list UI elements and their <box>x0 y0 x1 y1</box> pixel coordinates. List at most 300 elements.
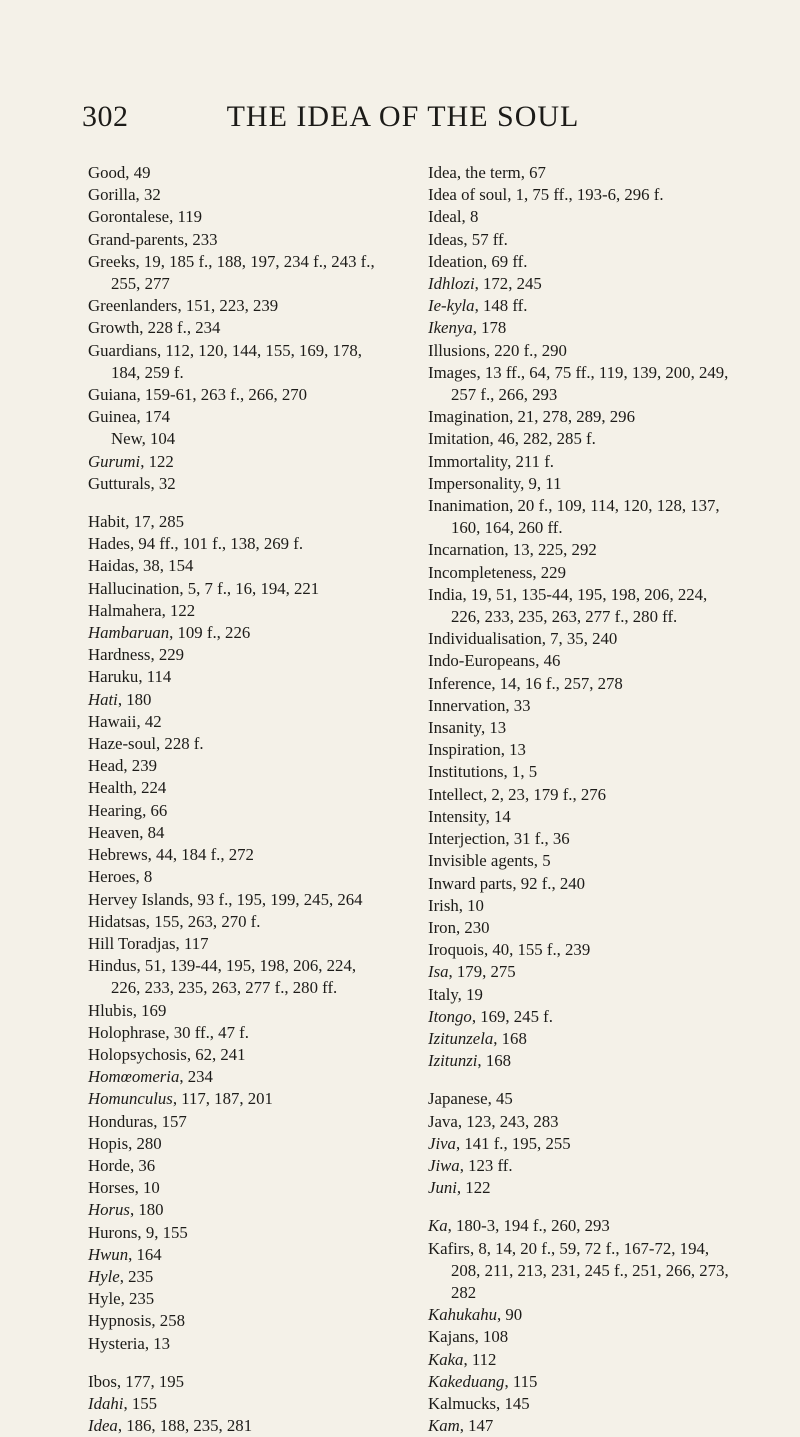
index-entry <box>88 755 388 777</box>
index-page-refs: , 229 <box>532 562 566 582</box>
index-term: Gorilla <box>88 185 136 205</box>
index-term: Immortality <box>428 451 508 471</box>
index-page-refs: , 114 <box>138 667 172 687</box>
index-term: Hati <box>88 689 118 709</box>
index-term: Jiwa <box>428 1155 460 1175</box>
index-page-refs: , 164 <box>128 1244 162 1264</box>
index-page-refs: , 180 <box>129 1200 164 1220</box>
index-page-refs: , 159-61, 263 f., 266, 270 <box>136 385 308 405</box>
index-entry <box>88 162 388 184</box>
index-term: Hlubis <box>88 1000 133 1020</box>
index-page-refs: , 21, 278, 289, 296 <box>509 407 635 427</box>
index-entry <box>428 251 738 273</box>
index-column-left <box>88 162 388 1437</box>
index-term: New <box>111 429 142 449</box>
index-entry <box>428 1111 738 1133</box>
index-term: Invisible agents <box>428 851 534 871</box>
index-entry <box>88 733 388 755</box>
index-entry <box>88 406 388 428</box>
index-entry <box>428 1371 738 1393</box>
index-entry <box>88 578 388 600</box>
index-page-refs: , 40, 155 f., 239 <box>483 940 591 960</box>
index-entry <box>88 622 388 644</box>
index-page-refs: , 44, 184 f., 272 <box>147 845 254 865</box>
index-entry <box>428 273 738 295</box>
index-term: Kafirs <box>428 1238 470 1258</box>
index-entry <box>88 473 388 495</box>
index-page-refs: , 168 <box>493 1028 527 1048</box>
index-term: Ka <box>428 1216 448 1236</box>
index-entry <box>88 822 388 844</box>
index-term: Guinea <box>88 407 137 427</box>
index-page-refs: , 9, 155 <box>137 1222 188 1242</box>
index-term: Java <box>428 1111 458 1131</box>
index-term: Jiva <box>428 1133 456 1153</box>
index-entry <box>428 650 738 672</box>
index-term: Inference <box>428 673 492 693</box>
index-page-refs: , 145 <box>496 1393 530 1413</box>
index-entry <box>428 584 738 628</box>
index-page-refs: , 19, 51, 135-44, 195, 198, 206, 224, 226, 233, 235, 263, 277 f., 280 ff. <box>451 584 708 627</box>
index-term: Good <box>88 163 126 182</box>
index-term: Greeks <box>88 251 136 271</box>
index-entry <box>88 1310 388 1332</box>
index-page-refs: , 10 <box>134 1178 160 1198</box>
index-entry <box>88 1393 388 1415</box>
index-page-refs: , 172, 245 <box>474 274 542 294</box>
index-page-refs: , 239 <box>123 756 157 776</box>
index-entry <box>88 1088 388 1110</box>
index-term: Habit <box>88 512 126 532</box>
index-page-refs: , 155 <box>123 1393 157 1413</box>
index-entry <box>88 844 388 866</box>
index-term: Gurumi <box>88 451 141 471</box>
index-page-refs: , 169 <box>132 1000 167 1020</box>
index-entry <box>428 539 738 561</box>
index-term: Ideation <box>428 251 483 271</box>
index-term: Izitunzi <box>428 1051 478 1071</box>
index-term: Head <box>88 756 124 776</box>
index-page-refs: , 117 <box>175 933 209 953</box>
index-term: Italy <box>428 984 458 1004</box>
index-entry <box>428 984 738 1006</box>
index-page-refs: , 7, 35, 240 <box>541 629 618 649</box>
index-term: Heaven <box>88 822 140 842</box>
page-header <box>82 100 724 142</box>
index-page-refs: , 69 ff. <box>482 251 528 271</box>
index-entry <box>428 1326 738 1348</box>
index-term: Images <box>428 362 477 382</box>
index-term: Itongo <box>428 1006 472 1026</box>
index-term: Interjection <box>428 829 506 849</box>
index-page-refs: , 66 <box>142 800 168 820</box>
index-entry <box>88 1155 388 1177</box>
index-term: Idea, the term <box>428 163 521 182</box>
index-page-refs: , 20 f., 109, 114, 120, 128, 137, 160, 164, 260 ff. <box>451 496 720 538</box>
index-term: Kahukahu <box>428 1305 497 1325</box>
index-entry <box>88 555 388 577</box>
index-page-refs: , 9, 11 <box>520 473 562 493</box>
index-page-refs: , 2, 23, 179 f., 276 <box>482 784 607 804</box>
index-page-refs: , 108 <box>474 1327 509 1347</box>
index-entry <box>428 628 738 650</box>
index-entry <box>428 1215 738 1237</box>
index-entry <box>88 1371 388 1393</box>
index-entry <box>428 1415 738 1437</box>
index-term: Grand-parents <box>88 229 184 249</box>
index-entry <box>428 695 738 717</box>
index-entry <box>428 1050 738 1072</box>
index-entry <box>428 473 738 495</box>
running-title: THE IDEA OF THE SOUL <box>226 100 580 133</box>
index-term: Ibos <box>88 1371 117 1391</box>
index-page-refs: , 122 <box>140 451 174 471</box>
index-entry <box>428 739 738 761</box>
index-page-refs: , 123 ff. <box>459 1155 513 1175</box>
index-term: Imitation <box>428 429 490 449</box>
index-entry <box>428 1028 738 1050</box>
index-entry <box>88 644 388 666</box>
index-page-refs: , 258 <box>151 1311 185 1331</box>
index-page-refs: , 178 <box>472 318 507 338</box>
index-entry <box>88 229 388 251</box>
index-entry <box>88 933 388 955</box>
index-page-refs: , 67 <box>520 163 546 182</box>
index-entry <box>428 362 738 406</box>
index-page-refs: , 1, 75 ff., 193-6, 296 f. <box>507 185 664 205</box>
index-entry <box>428 850 738 872</box>
index-entry <box>428 761 738 783</box>
index-entry <box>88 251 388 295</box>
index-page-refs: , 115 <box>504 1371 538 1391</box>
index-entry <box>88 866 388 888</box>
index-term: Haidas <box>88 556 135 576</box>
index-entry <box>428 1133 738 1155</box>
index-page-refs: , 186, 188, 235, 281 <box>117 1416 253 1436</box>
index-term: Haze-soul <box>88 734 157 754</box>
index-entry <box>428 806 738 828</box>
index-entry <box>428 406 738 428</box>
index-term: Inanimation <box>428 496 510 516</box>
index-column-right <box>428 162 738 1437</box>
index-term: Greenlanders <box>88 296 178 316</box>
index-term: Institutions <box>428 762 504 782</box>
index-term: Homunculus <box>88 1089 173 1109</box>
index-page-refs: , 117, 187, 201 <box>172 1089 273 1109</box>
index-entry <box>88 206 388 228</box>
index-page-refs: , 148 ff. <box>474 296 528 316</box>
index-page-refs: , 169, 245 f. <box>471 1006 553 1026</box>
index-page-refs: , 168 <box>477 1051 511 1071</box>
index-term: Kam <box>428 1416 460 1436</box>
index-page-refs: , 93 f., 195, 199, 245, 264 <box>189 889 363 909</box>
index-term: Honduras <box>88 1111 154 1131</box>
index-entry <box>88 384 388 406</box>
index-page-refs: , 230 <box>455 917 490 937</box>
index-entry <box>88 533 388 555</box>
index-term: Ie-kyla <box>428 296 475 316</box>
index-term: Hindus <box>88 956 137 976</box>
index-page-refs: , 8, 14, 20 f., 59, 72 f., 167-72, 194, 208, 211, 213, 231, 245 f., 251, 266, 273, 282 <box>451 1238 729 1302</box>
index-term: Hebrews <box>88 845 148 865</box>
index-page-refs: , 174 <box>136 407 171 427</box>
index-term: Hallucination <box>88 578 180 598</box>
index-page-refs: , 233 <box>183 229 218 249</box>
index-term: Heroes <box>88 867 136 887</box>
index-term: Kajans <box>428 1327 475 1347</box>
index-term: Hurons <box>88 1222 138 1242</box>
index-entry <box>428 295 738 317</box>
index-term: Kalmucks <box>428 1393 497 1413</box>
index-entry <box>88 955 388 999</box>
index-entry <box>88 689 388 711</box>
index-page-refs: , 51, 139-44, 195, 198, 206, 224, 226, 233, 235, 263, 277 f., 280 ff. <box>111 956 357 998</box>
index-page-refs: , 155, 263, 270 f. <box>145 911 261 931</box>
index-entry <box>88 317 388 339</box>
index-page-refs: , 32 <box>150 473 176 493</box>
index-entry <box>428 184 738 206</box>
index-entry <box>88 1022 388 1044</box>
index-entry <box>428 873 738 895</box>
index-page-refs: , 123, 243, 283 <box>457 1111 559 1131</box>
index-entry <box>428 1006 738 1028</box>
index-term: Kakeduang <box>428 1371 505 1391</box>
index-page-refs: , 13, 225, 292 <box>504 540 597 560</box>
index-page-refs: , 5 <box>533 851 551 871</box>
index-page-refs: , 46, 282, 285 f. <box>489 429 596 449</box>
index-page-refs: , 13 <box>144 1333 171 1353</box>
index-term: Idea of soul <box>428 185 508 205</box>
index-entry <box>428 895 738 917</box>
index-entry <box>428 229 738 251</box>
index-page-refs: , 112, 120, 144, 155, 169, 178, 184, 259 f. <box>111 340 362 382</box>
index-term: Guardians <box>88 340 157 360</box>
index-term: Juni <box>428 1178 457 1198</box>
index-entry <box>428 495 738 539</box>
index-page-refs: , 228 f. <box>156 734 204 754</box>
index-page-refs: , 122 <box>161 600 196 620</box>
index-entry <box>88 1133 388 1155</box>
index-term: Hardness <box>88 645 151 665</box>
index-page-refs: , 14 <box>485 806 511 826</box>
index-page-refs: , 57 ff. <box>463 229 508 249</box>
index-entry <box>428 340 738 362</box>
index-term: Health <box>88 778 133 798</box>
index-entry <box>428 784 738 806</box>
index-entry <box>88 1000 388 1022</box>
index-term: Halmahera <box>88 600 162 620</box>
index-term: Hwun <box>88 1244 129 1264</box>
index-entry <box>88 600 388 622</box>
index-page-refs: , 280 <box>128 1133 162 1153</box>
index-page-refs: , 235 <box>119 1266 154 1286</box>
index-term: Innervation <box>428 695 506 715</box>
index-page-refs: , 31 f., 36 <box>505 829 570 849</box>
index-term: Izitunzela <box>428 1028 494 1048</box>
index-page-refs: , 109 f., 226 <box>169 623 251 643</box>
index-entry <box>88 1222 388 1244</box>
index-page-refs: , 177, 195 <box>116 1371 185 1391</box>
index-entry <box>88 711 388 733</box>
index-page-refs: , 119 <box>169 207 203 227</box>
index-term: Idhlozi <box>428 274 475 294</box>
index-page-refs: , 10 <box>458 895 484 915</box>
index-term: Inspiration <box>428 740 501 760</box>
index-page-refs: , 141 f., 195, 255 <box>455 1133 571 1153</box>
index-entry <box>88 777 388 799</box>
index-page-refs: , 147 <box>459 1416 494 1436</box>
index-page-refs: , 211 f. <box>507 451 554 471</box>
index-page-refs: , 62, 241 <box>186 1044 246 1064</box>
index-term: Kaka <box>428 1349 464 1369</box>
index-term: Holophrase <box>88 1022 166 1042</box>
index-term: Japanese <box>428 1089 488 1109</box>
index-page-refs: , 13 <box>500 740 526 760</box>
index-term: Impersonality <box>428 473 521 493</box>
index-page-refs: , 122 <box>456 1178 491 1198</box>
index-entry <box>428 562 738 584</box>
index-entry <box>88 911 388 933</box>
index-term: Ikenya <box>428 318 473 338</box>
index-page-refs: , 234 <box>179 1067 213 1087</box>
index-term: Horus <box>88 1200 130 1220</box>
index-page-refs: , 112 <box>463 1349 497 1369</box>
index-page-refs: , 104 <box>141 429 176 449</box>
index-term: Hyle <box>88 1266 120 1286</box>
index-term: Hambaruan <box>88 623 170 643</box>
index-term: Insanity <box>428 718 481 738</box>
index-entry <box>428 1238 738 1305</box>
index-page-refs: , 157 <box>153 1111 187 1131</box>
index-entry <box>428 451 738 473</box>
index-page-refs: , 84 <box>139 822 165 842</box>
index-term: India <box>428 584 463 604</box>
index-term: Hyle <box>88 1289 121 1309</box>
index-page-refs: , 8 <box>461 207 479 227</box>
index-entry <box>428 162 738 184</box>
index-entry <box>428 917 738 939</box>
index-entry <box>88 1244 388 1266</box>
index-term: Ideal <box>428 207 462 227</box>
index-page-refs: , 36 <box>129 1155 156 1175</box>
index-term: Homœomeria <box>88 1067 180 1087</box>
index-term: Hypnosis <box>88 1311 152 1331</box>
index-term: Iroquois <box>428 940 484 960</box>
index-term: Hades <box>88 534 130 554</box>
index-term: Hervey Islands <box>88 889 190 909</box>
index-term: Hopis <box>88 1133 129 1153</box>
index-entry <box>428 1349 738 1371</box>
index-entry <box>428 673 738 695</box>
index-term: Guiana <box>88 385 137 405</box>
index-page-refs: , 180-3, 194 f., 260, 293 <box>447 1216 610 1236</box>
index-entry <box>88 800 388 822</box>
index-entry <box>88 295 388 317</box>
index-page-refs: , 42 <box>136 711 162 731</box>
index-entry <box>88 666 388 688</box>
index-term: Gutturals <box>88 473 151 493</box>
index-term: Hill Toradjas <box>88 933 176 953</box>
index-page-refs: , 179, 275 <box>448 962 516 982</box>
index-page-refs: , 90 <box>497 1305 523 1325</box>
index-page-refs: , 94 ff., 101 f., 138, 269 f. <box>129 534 304 554</box>
index-entry <box>88 1066 388 1088</box>
index-page-refs: , 14, 16 f., 257, 278 <box>491 673 623 693</box>
index-term: Incarnation <box>428 540 505 560</box>
index-entry <box>88 1111 388 1133</box>
index-page-refs: , 235 <box>120 1289 155 1309</box>
index-term: Iron <box>428 917 456 937</box>
index-page-refs: , 8 <box>135 867 153 887</box>
index-term: Imagination <box>428 407 510 427</box>
index-term: Gorontalese <box>88 207 170 227</box>
index-term: Individualisation <box>428 629 542 649</box>
index-entry <box>88 451 388 473</box>
index-term: Growth <box>88 318 140 338</box>
index-entry <box>428 1177 738 1199</box>
index-page-refs: , 151, 223, 239 <box>177 296 279 316</box>
index-term: Idahi <box>88 1393 124 1413</box>
index-page-refs: , 220 f., 290 <box>485 340 567 360</box>
index-page-refs: , 229 <box>150 645 185 665</box>
index-term: Intensity <box>428 806 486 826</box>
index-term: Indo-Europeans <box>428 651 536 671</box>
index-entry <box>88 1044 388 1066</box>
index-entry <box>428 206 738 228</box>
index-term: Hawaii <box>88 711 137 731</box>
index-entry <box>88 1266 388 1288</box>
index-entry <box>428 717 738 739</box>
index-entry <box>428 1393 738 1415</box>
index-page-refs: , 46 <box>535 651 561 671</box>
index-term: Hidatsas <box>88 911 146 931</box>
index-page-refs: , 5, 7 f., 16, 194, 221 <box>179 578 320 598</box>
index-entry <box>88 511 388 533</box>
index-page-refs: , 224 <box>132 778 167 798</box>
index-page-refs: , 1, 5 <box>503 762 538 782</box>
index-entry <box>88 184 388 206</box>
index-page-refs: , 38, 154 <box>134 556 194 576</box>
index-entry <box>428 939 738 961</box>
index-term: Hearing <box>88 800 143 820</box>
index-entry <box>428 428 738 450</box>
index-term: Inward parts <box>428 873 513 893</box>
index-page-refs: , 13 <box>480 718 507 738</box>
index-page-refs: , 49 <box>125 163 151 182</box>
index-term: Irish <box>428 895 459 915</box>
index-entry <box>428 828 738 850</box>
index-entry <box>88 1199 388 1221</box>
index-term: Isa <box>428 962 449 982</box>
index-page-refs: , 13 ff., 64, 75 ff., 119, 139, 200, 249, 257 f., 266, 293 <box>451 362 729 405</box>
index-entry <box>428 1304 738 1326</box>
index-term: Idea <box>88 1416 118 1436</box>
index-term: Ideas <box>428 229 464 249</box>
index-page-refs: , 180 <box>117 689 152 709</box>
index-page-refs: , 30 ff., 47 f. <box>165 1022 249 1042</box>
index-page-refs: , 19 <box>457 984 483 1004</box>
index-term: Incompleteness <box>428 562 533 582</box>
index-entry <box>88 1333 388 1355</box>
index-page-refs: , 33 <box>505 695 531 715</box>
index-term: Illusions <box>428 340 486 360</box>
index-term: Haruku <box>88 667 139 687</box>
index-page-refs: , 32 <box>135 185 161 205</box>
index-entry <box>428 1155 738 1177</box>
index-page-refs: , 228 f., 234 <box>139 318 221 338</box>
index-term: Holopsychosis <box>88 1044 187 1064</box>
index-entry <box>88 1415 388 1437</box>
